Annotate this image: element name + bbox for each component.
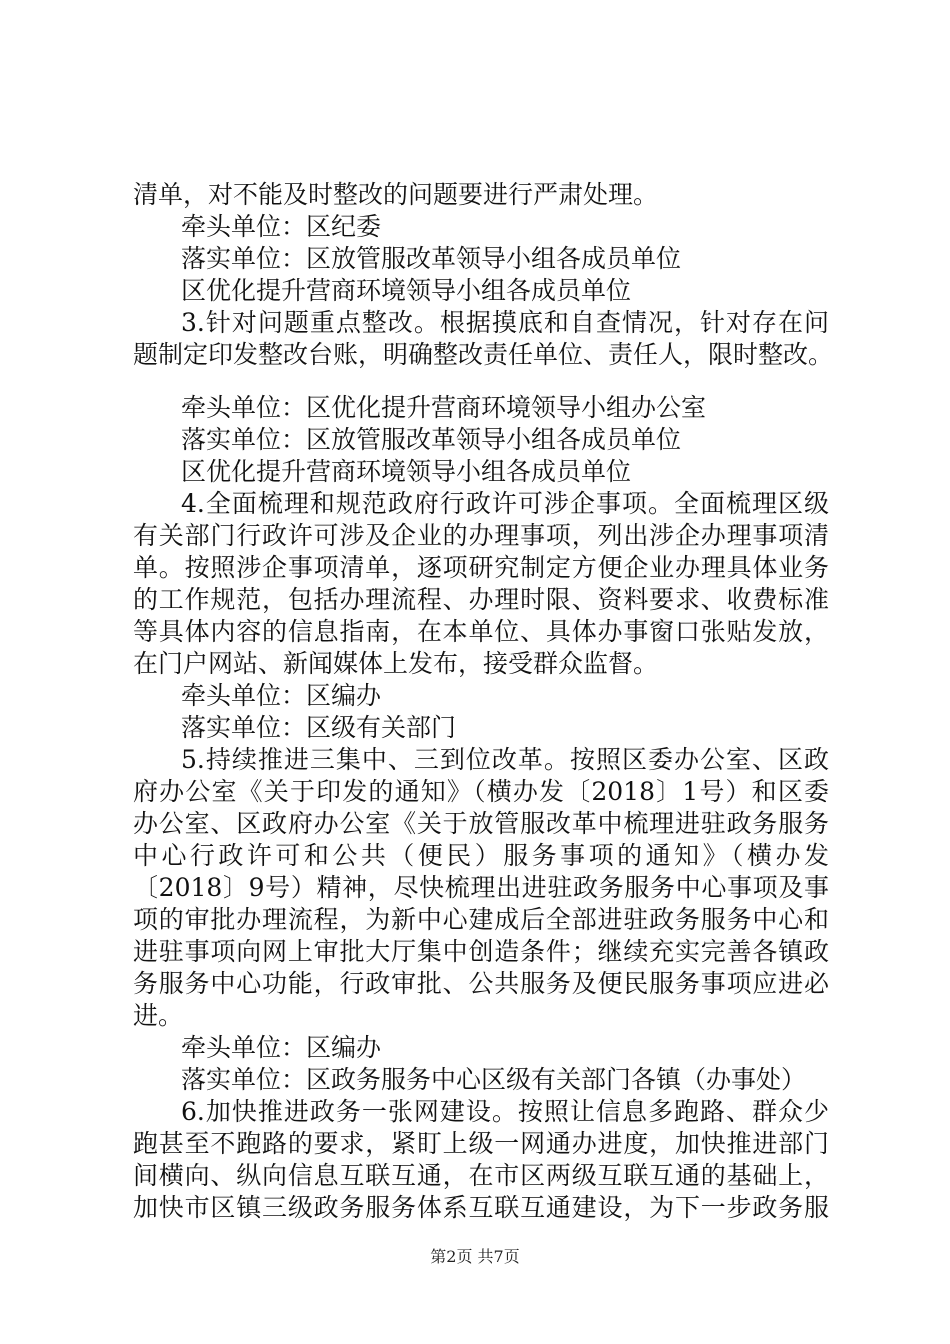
text-line: 府办公室《关于印发的通知》（横办发〔2018〕1号）和区委: [133, 777, 829, 806]
text-line: 题制定印发整改台账，明确整改责任单位、责任人，限时整改。: [133, 340, 834, 369]
text-line: 中心行政许可和公共（便民）服务事项的通知》（横办发: [133, 841, 829, 870]
text-line: 项的审批办理流程，为新中心建成后全部进驻政务服务中心和: [133, 905, 829, 934]
text-line: 的工作规范，包括办理流程、办理时限、资料要求、收费标准: [133, 585, 829, 614]
text-line: 办公室、区政府办公室《关于放管服改革中梳理进驻政务服务: [133, 809, 829, 838]
text-line: 进驻事项向网上审批大厅集中创造条件；继续充实完善各镇政: [133, 937, 829, 966]
text-line: 〔2018〕9号）精神，尽快梳理出进驻政务服务中心事项及事: [133, 873, 829, 902]
text-line: 间横向、纵向信息互联互通，在市区两级互联互通的基础上，: [133, 1161, 829, 1190]
text-line: 跑甚至不跑路的要求，紧盯上级一网通办进度，加快推进部门: [133, 1129, 829, 1158]
text-line: 落实单位：区级有关部门: [181, 713, 457, 742]
text-line: 5.持续推进三集中、三到位改革。按照区委办公室、区政: [181, 745, 829, 774]
text-line: 有关部门行政许可涉及企业的办理事项，列出涉企办理事项清: [133, 521, 829, 550]
text-line: 加快市区镇三级政务服务体系互联互通建设，为下一步政务服: [133, 1193, 829, 1222]
text-line: 单。按照涉企事项清单，逐项研究制定方便企业办理具体业务: [133, 553, 829, 582]
text-line: 6.加快推进政务一张网建设。按照让信息多跑路、群众少: [181, 1097, 829, 1126]
text-line: 区优化提升营商环境领导小组各成员单位: [181, 457, 632, 486]
text-line: 等具体内容的信息指南，在本单位、具体办事窗口张贴发放，: [133, 617, 829, 646]
text-line: 务服务中心功能，行政审批、公共服务及便民服务事项应进必: [133, 969, 829, 998]
text-line: 3.针对问题重点整改。根据摸底和自查情况，针对存在问: [181, 308, 829, 337]
text-line: 牵头单位：区优化提升营商环境领导小组办公室: [181, 393, 707, 422]
text-line: 区优化提升营商环境领导小组各成员单位: [181, 276, 632, 305]
text-line: 落实单位：区放管服改革领导小组各成员单位: [181, 244, 682, 273]
text-line: 4.全面梳理和规范政府行政许可涉企事项。全面梳理区级: [181, 489, 829, 518]
text-line: 清单，对不能及时整改的问题要进行严肃处理。: [133, 180, 659, 209]
text-line: 落实单位：区政务服务中心区级有关部门各镇（办事处）: [181, 1065, 807, 1094]
text-line: 牵头单位：区编办: [181, 681, 382, 710]
text-line: 牵头单位：区编办: [181, 1033, 382, 1062]
text-line: 在门户网站、新闻媒体上发布，接受群众监督。: [133, 649, 659, 678]
text-line: 进。: [133, 1001, 184, 1030]
text-line: 牵头单位：区纪委: [181, 212, 382, 241]
text-line: 落实单位：区放管服改革领导小组各成员单位: [181, 425, 682, 454]
page-footer: 第2页 共7页: [430, 1247, 520, 1266]
